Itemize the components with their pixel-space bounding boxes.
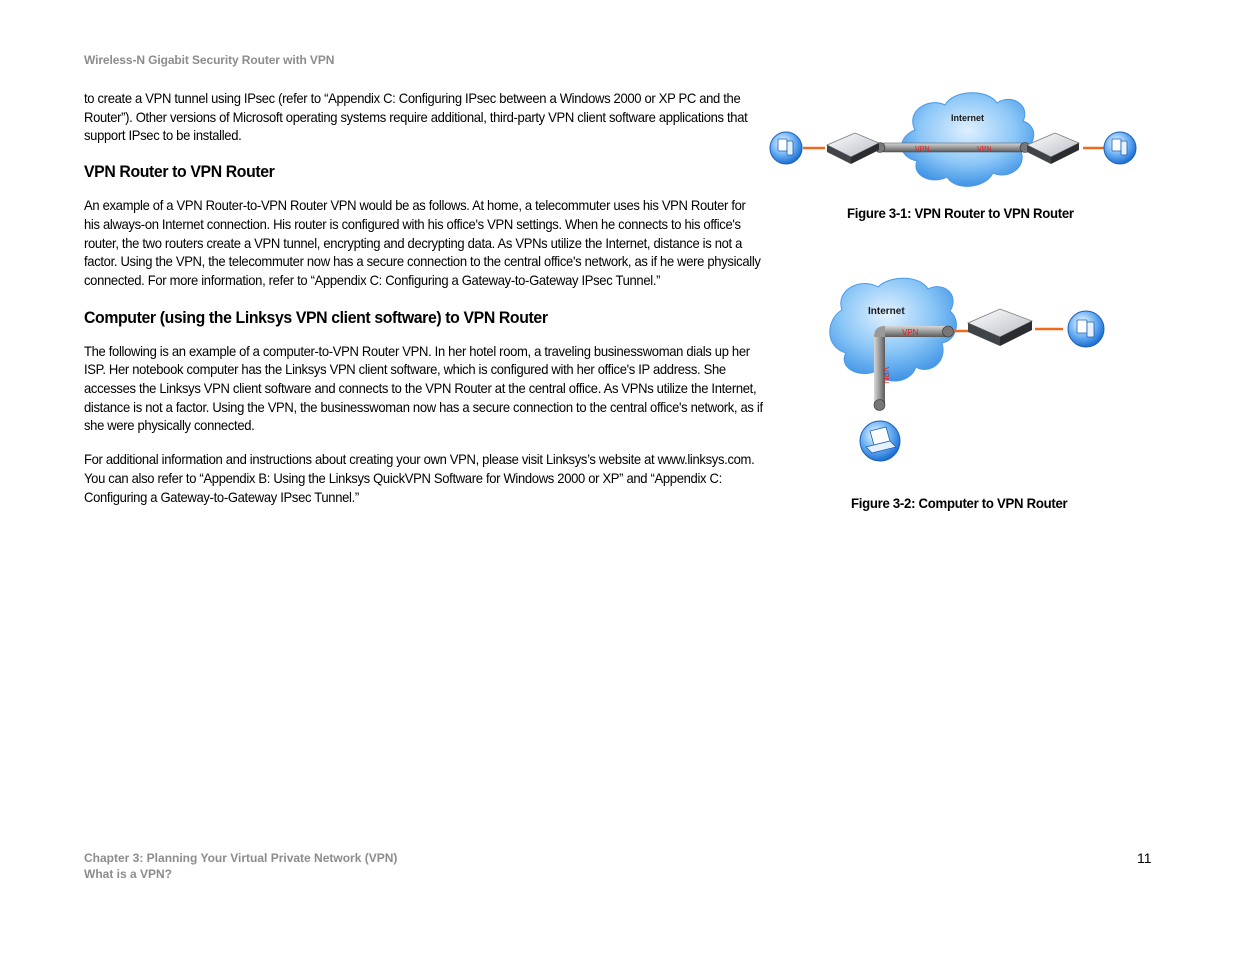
figure2-tunnel-label-horizontal: VPN: [902, 328, 919, 337]
section-heading-computer-to-router: Computer (using the Linksys VPN client software) to VPN Router: [84, 307, 548, 327]
router-to-router-paragraph: An example of a VPN Router-to-VPN Router VPN would be as follows. At home, a telecommuter uses his VPN Router for his always-on Internet connection. His router is configured with his office's VPN settings. When he connects to his office's router, the two routers create a VPN tunnel, encrypting and decrypting data. As VPNs utilize the Internet, distance is not a factor. Using the VPN, the telecommuter now has a secure connection to the central office's network, as if he were physically connected. For more information, refer to “Appendix C: Configuring a Gateway-to-Gateway IPsec Tunnel.”: [84, 197, 761, 288]
router-icon: [1027, 133, 1079, 164]
figure2-caption: Figure 3-2: Computer to VPN Router: [851, 495, 1068, 511]
figure1-tunnel-label-right: VPN: [977, 146, 992, 153]
page-number: 11: [1137, 850, 1152, 866]
section-heading-router-to-router: VPN Router to VPN Router: [84, 162, 275, 182]
intro-paragraph: to create a VPN tunnel using IPsec (refer to “Appendix C: Configuring IPsec between a Windows 2000 or XP PC and the Router”). Other versions of Microsoft operating systems require additional, third-party VPN client software applications that support IPsec to be installed.: [84, 90, 748, 144]
desktop-pc-icon: [1068, 311, 1104, 347]
internet-cloud-icon: [902, 93, 1034, 187]
figure1-caption: Figure 3-1: VPN Router to VPN Router: [847, 205, 1074, 221]
router-icon: [827, 133, 879, 164]
desktop-pc-icon: [770, 132, 802, 164]
figure1-tunnel-label-left: VPN: [915, 146, 930, 153]
figure2-cloud-label: Internet: [868, 306, 905, 317]
running-header: Wireless-N Gigabit Security Router with VPN: [84, 53, 335, 67]
figure-vpn-router-to-router: [765, 85, 1145, 200]
router-icon: [968, 309, 1032, 346]
page-footer: [84, 850, 397, 882]
additional-info-paragraph: For additional information and instructions about creating your own VPN, please visit Linksys’s website at www.linksys.com. You can also refer to “Appendix B: Using the Linksys QuickVPN Software for Windows 2000 or XP” and “Appendix C: Configuring a Gateway-to-Gateway IPsec Tunnel.”: [84, 451, 755, 505]
figure2-tunnel-label-vertical: VPN: [881, 367, 890, 384]
figure1-cloud-label: Internet: [951, 113, 985, 123]
footer-chapter: Chapter 3: Planning Your Virtual Private Network (VPN): [84, 851, 398, 865]
footer-section: What is a VPN?: [84, 867, 173, 881]
main-text-column: [84, 89, 763, 506]
computer-to-router-paragraph: The following is an example of a computer-to-VPN Router VPN. In her hotel room, a traveling businesswoman dials up her ISP. Her notebook computer has the Linksys VPN client software, which is configured with her office's IP address. She accesses the Linksys VPN client software and connects to the VPN Router at the central office. As VPNs utilize the Internet, distance is not a factor. Using the VPN, the businesswoman now has a secure connection to the central office's network, as if she were physically connected.: [84, 342, 763, 434]
figure-computer-to-vpn-router: [820, 275, 1120, 470]
notebook-computer-icon: [860, 421, 900, 461]
vpn-tunnel: [875, 143, 1030, 153]
desktop-pc-icon: [1104, 132, 1136, 164]
